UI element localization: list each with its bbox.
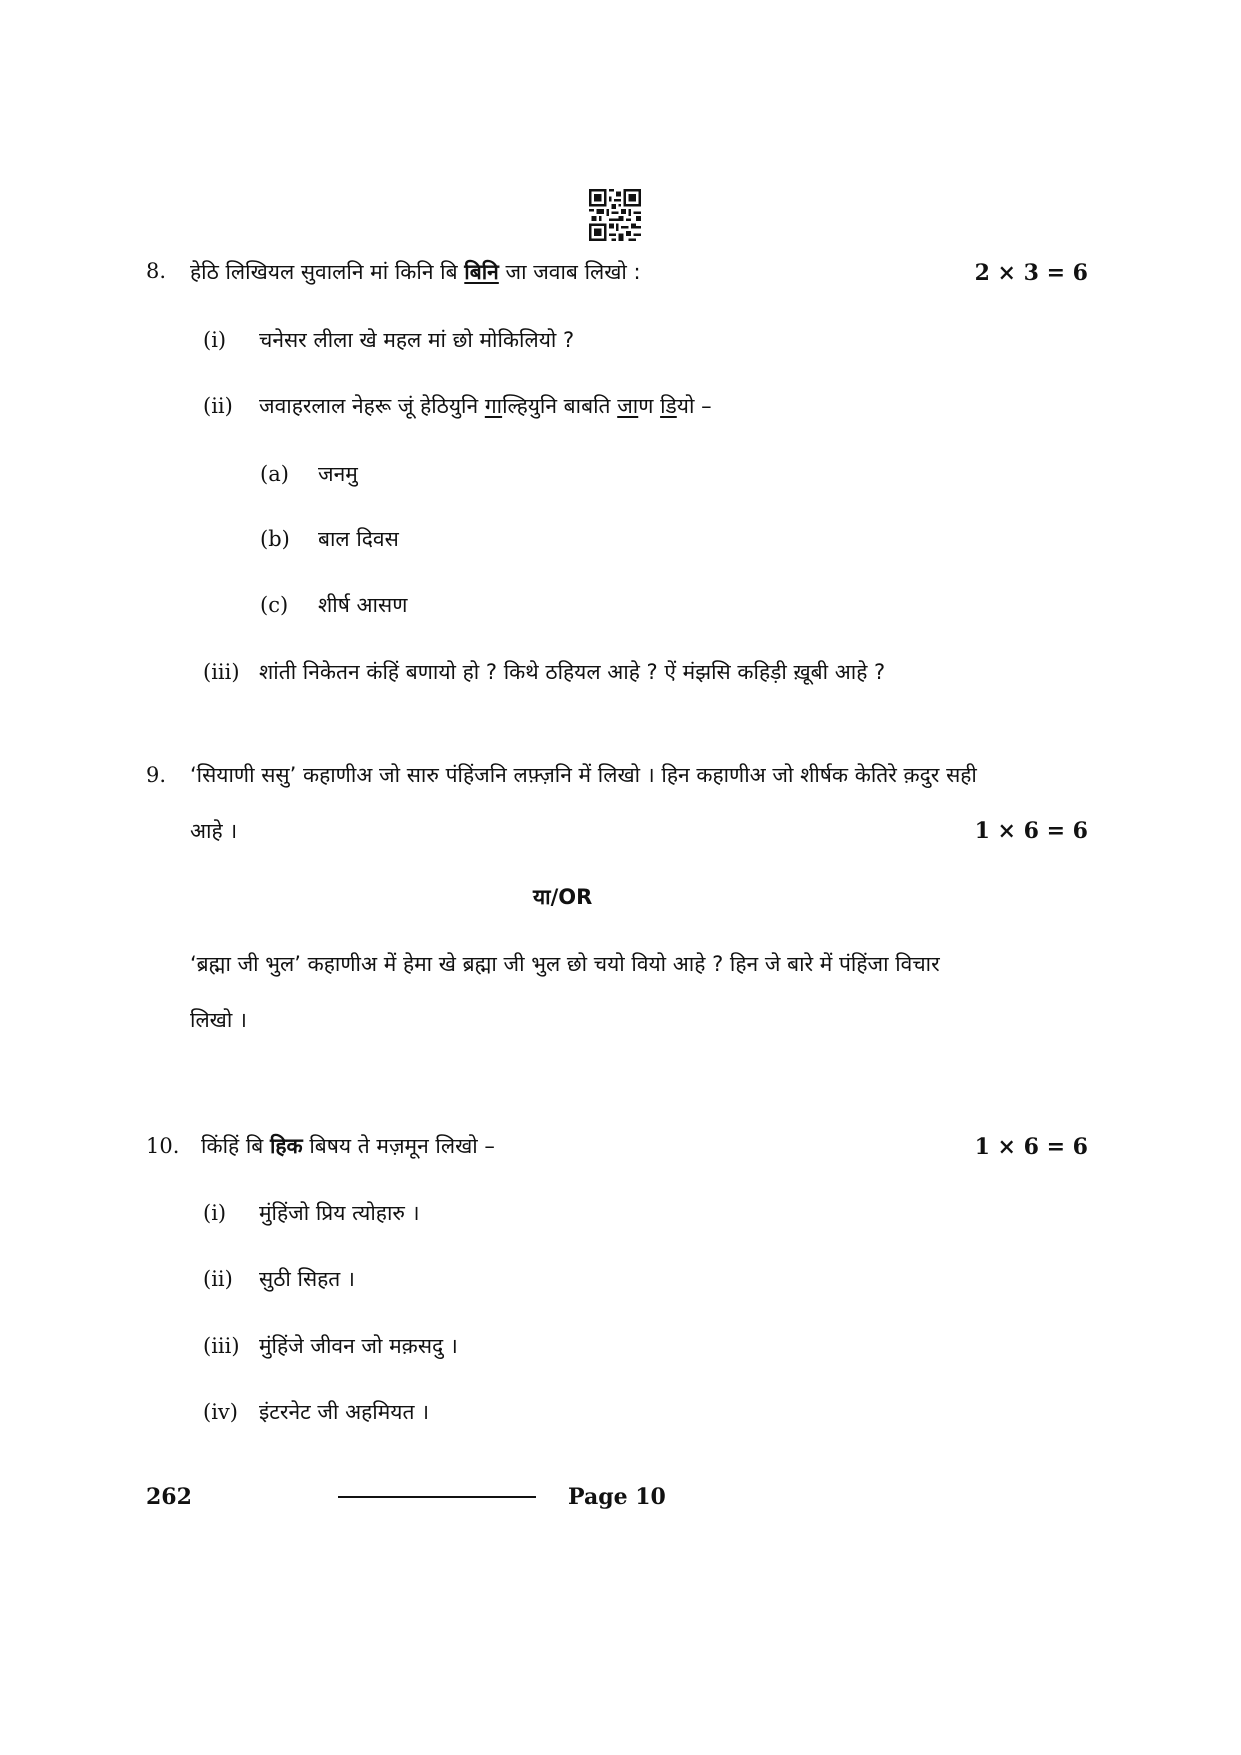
q10-iv-text: इंटरनेट जी अहमियत । (259, 1400, 430, 1424)
q10-i-label: (i) (203, 1201, 227, 1225)
footer-page: Page 10 (568, 1484, 666, 1510)
q8-a-text: जनमु (318, 462, 358, 486)
q8-ii-t4: यो – (676, 394, 712, 418)
q8-text-bold: बिनि (464, 260, 499, 284)
q8-a-label: (a) (260, 462, 289, 486)
q10-i-text: मुंहिंजो प्रिय त्योहारु । (259, 1201, 420, 1225)
q9-line2: आहे । (190, 819, 238, 843)
q8-b-label: (b) (260, 527, 290, 551)
q10-iii-label: (iii) (203, 1334, 240, 1358)
q10-ii-text: सुठी सिहत । (259, 1267, 355, 1291)
q10-iv-label: (iv) (203, 1400, 238, 1424)
q10-text-post: बिषय ते मज़मून लिखो – (302, 1134, 495, 1158)
q8-i-label: (i) (203, 328, 227, 352)
q9-alt-line2: लिखो । (190, 1008, 247, 1032)
q8-c-label: (c) (260, 593, 289, 617)
q9-number: 9. (146, 763, 167, 787)
q10-text-bold: हिक (269, 1134, 303, 1158)
q10-marks: 1 × 6 = 6 (974, 1134, 1088, 1160)
q10-text (201, 1132, 495, 1160)
q8-ii-u3: डि (660, 394, 677, 418)
q8-ii-t1: जवाहरलाल नेहरू जूं हेठियुनि (259, 394, 485, 418)
q8-b-text: बाल दिवस (318, 527, 399, 551)
q8-ii-t3: ण (638, 394, 661, 418)
q8-ii-t2: ल्हियुनि बाबति (502, 394, 618, 418)
q8-text (190, 258, 641, 286)
q8-ii-text (259, 392, 712, 420)
q9-marks: 1 × 6 = 6 (974, 818, 1088, 844)
q8-iii-label: (iii) (203, 660, 240, 684)
footer-rule (338, 1496, 536, 1498)
q8-text-pre: हेठि लिखियल सुवालनि मां किनि बि (190, 260, 465, 284)
q10-ii-label: (ii) (203, 1267, 233, 1291)
q9-or-label: या/OR (533, 885, 593, 909)
q8-iii-text: शांती निकेतन कंहिं बणायो हो ? किथे ठहियल आहे ? ऐं मंझसि कहिड़ी ख़ूबी आहे ? (259, 660, 886, 684)
footer-code: 262 (146, 1484, 192, 1510)
q9-alt-line1: ‘ब्रह्मा जी भुल’ कहाणीअ में हेमा खे ब्रह्मा जी भुल छो चयो वियो आहे ? हिन जे बारे में पंहिंजा विचार (190, 952, 940, 976)
q8-text-post: जा जवाब लिखो : (498, 260, 641, 284)
q8-ii-u1: गा (484, 394, 503, 418)
q8-ii-label: (ii) (203, 394, 233, 418)
qr-code-icon (589, 189, 641, 241)
q8-i-text: चनेसर लीला खे महल मां छो मोकिलियो ? (259, 328, 575, 352)
q10-text-pre: किंहिं बि (201, 1134, 270, 1158)
q10-iii-text: मुंहिंजे जीवन जो मक़सदु । (259, 1334, 458, 1358)
q8-number: 8. (146, 259, 167, 283)
q9-line1: ‘सियाणी ससु’ कहाणीअ जो सारु पंहिंजनि लफ़्ज़नि में लिखो । हिन कहाणीअ जो शीर्षक केतिरे क़दुर सही (190, 763, 977, 787)
q8-ii-u2: जा (617, 394, 639, 418)
q8-c-text: शीर्ष आसण (318, 593, 408, 617)
q8-marks: 2 × 3 = 6 (974, 260, 1088, 286)
q10-number: 10. (146, 1134, 180, 1158)
